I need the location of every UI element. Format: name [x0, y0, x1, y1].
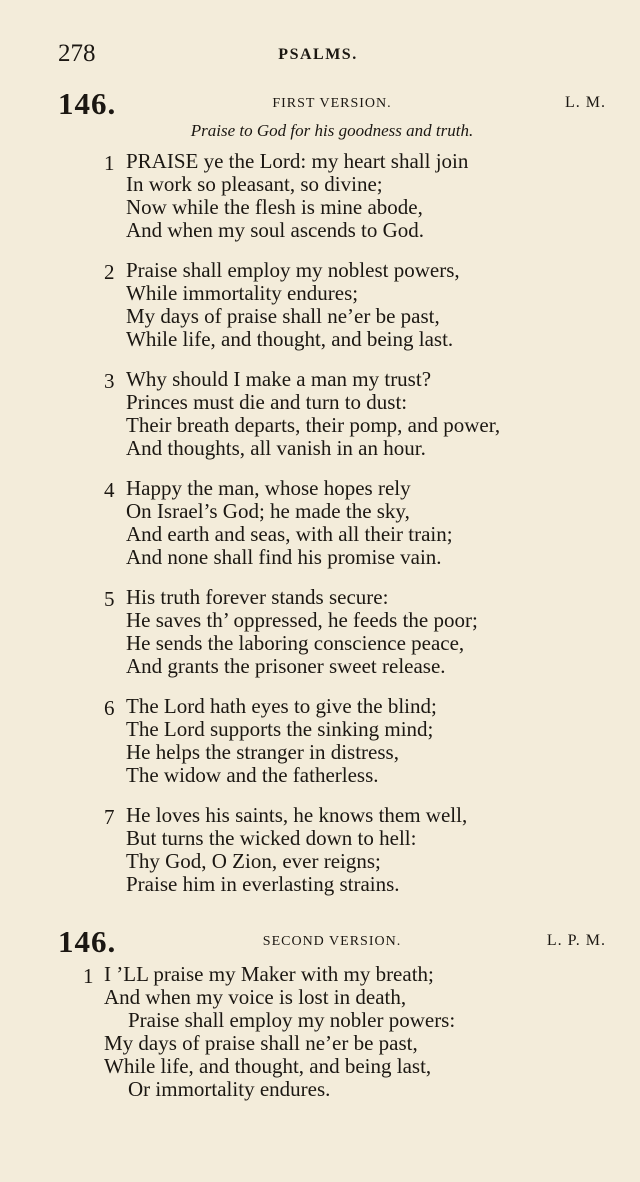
- verse-line: While life, and thought, and being last.: [126, 327, 454, 351]
- running-title: PSALMS.: [278, 46, 358, 63]
- verse-line: Praise shall employ my nobler powers:: [128, 1008, 456, 1032]
- verse-line: I ’LL praise my Maker with my breath;: [104, 962, 434, 986]
- page-number: 278: [58, 40, 96, 67]
- stanza-number: 7: [104, 805, 115, 829]
- verse-line: He saves th’ oppressed, he feeds the poor;: [126, 608, 478, 632]
- verse-line: Praise him in everlasting strains.: [126, 872, 400, 896]
- verse-line: And when my soul ascends to God.: [126, 218, 425, 242]
- verse-line: His truth forever stands secure:: [126, 585, 389, 609]
- stanza-number: 6: [104, 696, 115, 720]
- verse-line: My days of praise shall ne’er be past,: [104, 1031, 418, 1055]
- verse-line: He loves his saints, he knows them well,: [126, 803, 468, 827]
- verse-line: He sends the laboring conscience peace,: [126, 631, 465, 655]
- verse-line: But turns the wicked down to hell:: [126, 826, 417, 850]
- verse-line: Princes must die and turn to dust:: [126, 390, 408, 414]
- page-header: [58, 40, 578, 70]
- verse-line: Or immortality endures.: [128, 1077, 331, 1101]
- stanza-number: 5: [104, 587, 115, 611]
- verse-line: Now while the flesh is mine abode,: [126, 195, 423, 219]
- version-label: FIRST VERSION.: [272, 96, 392, 111]
- stanza-number: 2: [104, 260, 115, 284]
- verse-line: PRAISE ye the Lord: my heart shall join: [126, 149, 469, 173]
- hymn-subtitle: Praise to God for his goodness and truth.: [190, 121, 474, 140]
- verse-line: Praise shall employ my noblest powers,: [126, 258, 460, 282]
- stanza-number: 1: [104, 151, 115, 175]
- verse-line: My days of praise shall ne’er be past,: [126, 304, 440, 328]
- verse-line: And none shall find his promise vain.: [126, 545, 442, 569]
- meter-label: L. M.: [565, 94, 606, 111]
- stanza-number: 4: [104, 478, 115, 502]
- hymn-1-header: [58, 86, 606, 120]
- verse-line: And earth and seas, with all their train;: [126, 522, 453, 546]
- verse-line: And grants the prisoner sweet release.: [126, 654, 446, 678]
- verse-line: He helps the stranger in distress,: [126, 740, 399, 764]
- hymn-number: 146.: [58, 86, 117, 121]
- hymn-2-header: [58, 924, 606, 958]
- verse-line: Their breath departs, their pomp, and power,: [126, 413, 501, 437]
- verse-line: The Lord supports the sinking mind;: [126, 717, 434, 741]
- verse-line: In work so pleasant, so divine;: [126, 172, 383, 196]
- verse-line: While immortality endures;: [126, 281, 359, 305]
- verse-line: Happy the man, whose hopes rely: [126, 476, 411, 500]
- stanza-number: 1: [83, 964, 94, 988]
- verse-line: The Lord hath eyes to give the blind;: [126, 694, 437, 718]
- verse-line: Why should I make a man my trust?: [126, 367, 432, 391]
- verse-line: While life, and thought, and being last,: [104, 1054, 432, 1078]
- meter-label: L. P. M.: [546, 932, 606, 949]
- verse-line: Thy God, O Zion, ever reigns;: [126, 849, 381, 873]
- stanza-number: 3: [104, 369, 115, 393]
- verse-line: On Israel’s God; he made the sky,: [126, 499, 410, 523]
- hymn-number: 146.: [58, 924, 117, 959]
- verse-line: And thoughts, all vanish in an hour.: [126, 436, 426, 460]
- verse-line: And when my voice is lost in death,: [104, 985, 407, 1009]
- verse-line: The widow and the fatherless.: [126, 763, 379, 787]
- version-label: SECOND VERSION.: [262, 934, 402, 949]
